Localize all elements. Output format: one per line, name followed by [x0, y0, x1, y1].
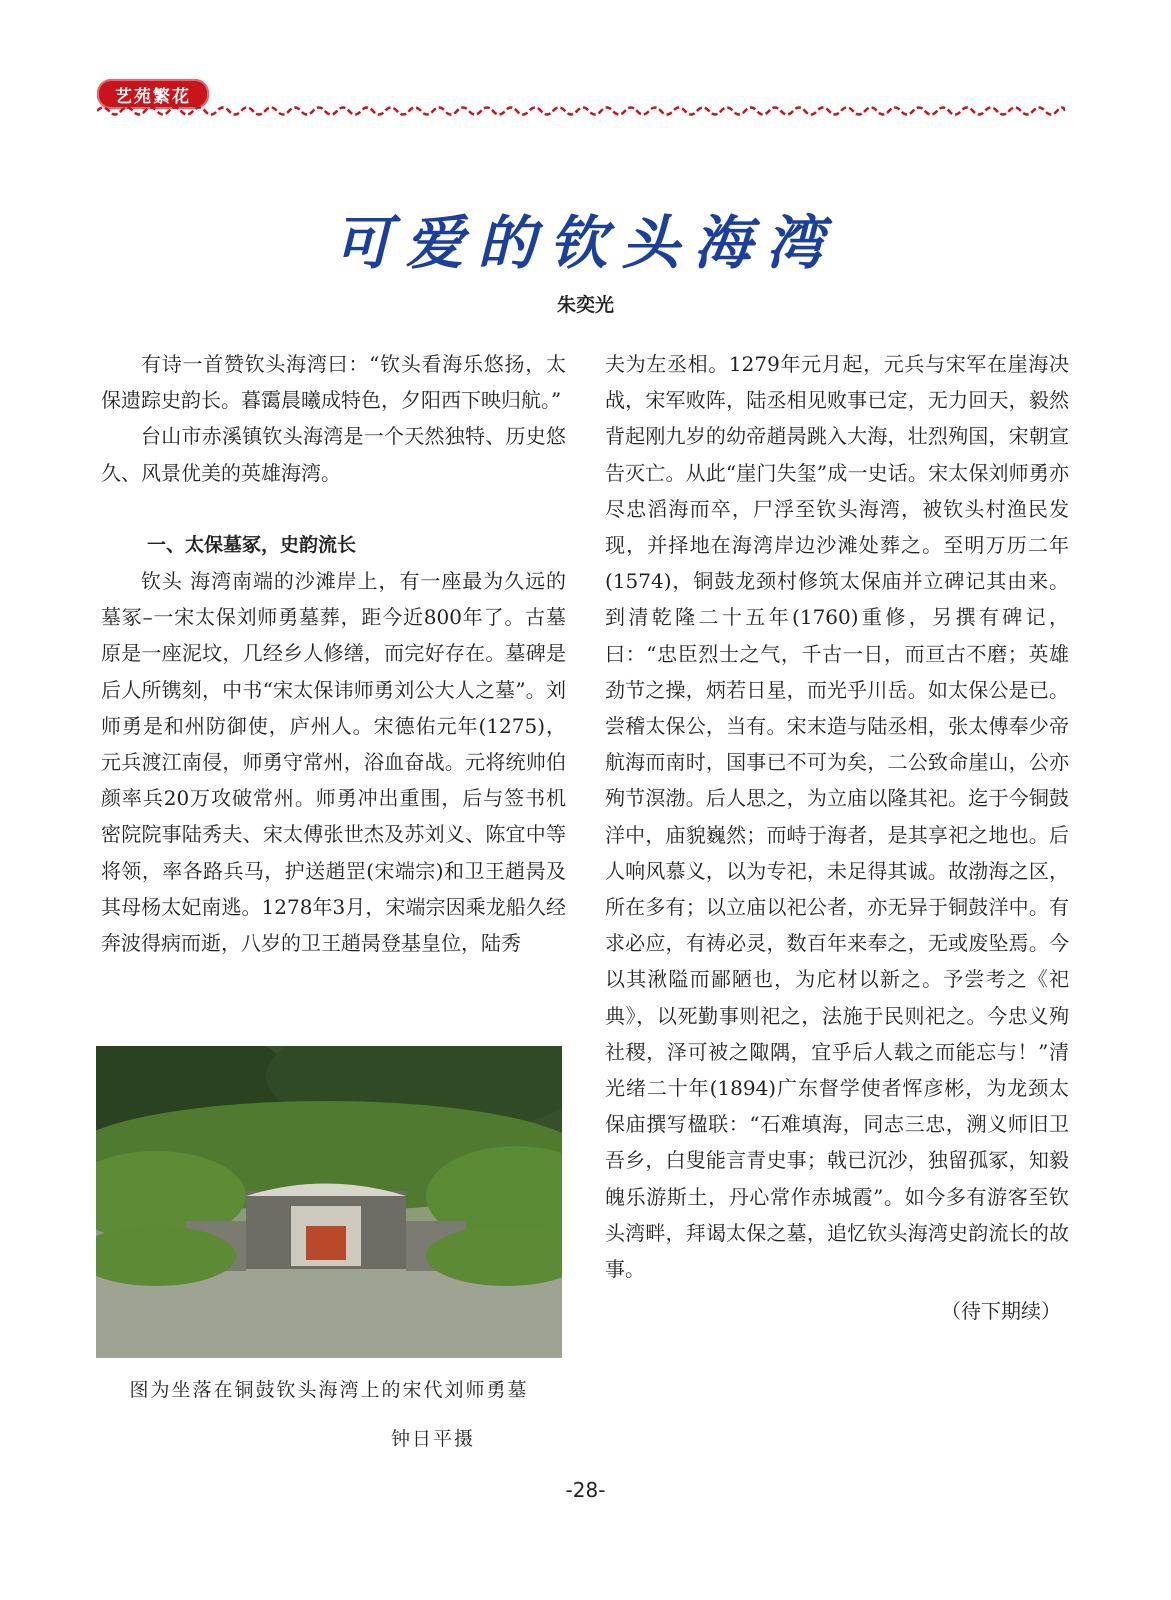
page-number: -28-: [565, 1478, 606, 1502]
left-column: [101, 346, 566, 961]
intro-paragraph: 台山市赤溪镇钦头海湾是一个天然独特、历史悠久、风景优美的英雄海湾。: [101, 424, 566, 485]
to-be-continued-note: （待下期续）: [941, 1299, 1061, 1324]
continued-paragraph: 夫为左丞相。1279年元月起，元兵与宋军在崖海决战，宋军败阵，陆丞相见败事已定，无力回天，毅然背起刚九岁的幼帝趙昺跳入大海，壮烈殉国，宋朝宣告灭亡。从此“崖门失玺”成一史话。宋太保刘师勇亦尽忠滔海而卒，尸浮至钦头海湾，被钦头村渔民发现，并择地在海湾岸边沙滩处葬之。至明万历二年(1574)，铜鼓龙颈村修筑太保庙并立碑记其由来。到清乾隆二十五年(1760)重修，另撰有碑记，曰：“忠臣烈士之气，千古一日，而亘古不磨；英雄劲节之操，炳若日星，而光乎川岳。如太保公是已。尝稽太保公，当有。宋末造与陆丞相，张太傅奉少帝航海而南时，国事已不可为矣，二公致命崖山，公亦殉节溟渤。后人思之，为立庙以隆其祀。迄于今铜鼓洋中，庙貌巍然；而峙于海者，是其享祀之地也。后人响风慕义，以为专祀，未足得其诚。故渤海之区，所在多有；以立庙以祀公者，亦无异于铜鼓洋中。有求必应，有祷必灵，数百年来奉之，无或废坠焉。今以其湫隘而鄙陋也，为庀材以新之。予尝考之《祀典》，以死勤事则祀之，法施于民则祀之。今忠义殉社稷，泽可被之陬隅，宜乎后人载之而能忘与！”清光绪二十年(1894)广东督学使者恽彦彬，为龙颈太保庙撰写楹联：“石难填海，同志三忠，溯义师旧卫吾乡，白叟能言青史事；戟已沉沙，独留孤冢，知毅魄乐游斯土，丹心常作赤城霞”。如今多有游客至钦头湾畔，拜谒太保之墓，追忆钦头海湾史韵流长的故事。: [605, 352, 1069, 1282]
section-heading: 一、太保墓冢，史韵流长: [147, 533, 357, 556]
photo-credit: 钟日平摄: [390, 1428, 475, 1450]
photo-caption: 图为坐落在铜鼓钦头海湾上的宋代刘师勇墓: [129, 1379, 529, 1401]
article-author: 朱奕光: [556, 294, 614, 316]
right-column: [605, 346, 1069, 1329]
tomb-photo: [96, 1046, 562, 1358]
section-tag: 艺苑繁花: [97, 79, 209, 109]
intro-paragraph: 有诗一首赞钦头海湾曰：“钦头看海乐悠扬，太保遗踪史韵长。暮霭晨曦成特色，夕阳西下映归航。”: [101, 352, 566, 413]
section-paragraph: 钦头 海湾南端的沙滩岸上，有一座最为久远的墓冢–一宋太保刘师勇墓葬，距今近800年了。古墓原是一座泥坟，几经乡人修缮，而完好存在。墓碑是后人所镌刻，中书“宋太保讳师勇刘公大人之墓”。刘师勇是和州防御使，庐州人。宋德佑元年(1275)，元兵渡江南侵，师勇守常州，浴血奋战。元将统帅伯颜率兵20万攻破常州。师勇冲出重围，后与签书机密院院事陆秀夫、宋太傅张世杰及苏刘义、陈宜中等将领，率各路兵马，护送趙罡(宋端宗)和卫王趙昺及其母杨太妃南逃。1278年3月，宋端宗因乘龙船久经奔波得病而逝，八岁的卫王趙昺登基皇位，陆秀: [101, 569, 566, 956]
article-title: 可爱的钦头海湾: [333, 209, 838, 277]
decorative-rule: [97, 104, 1065, 118]
